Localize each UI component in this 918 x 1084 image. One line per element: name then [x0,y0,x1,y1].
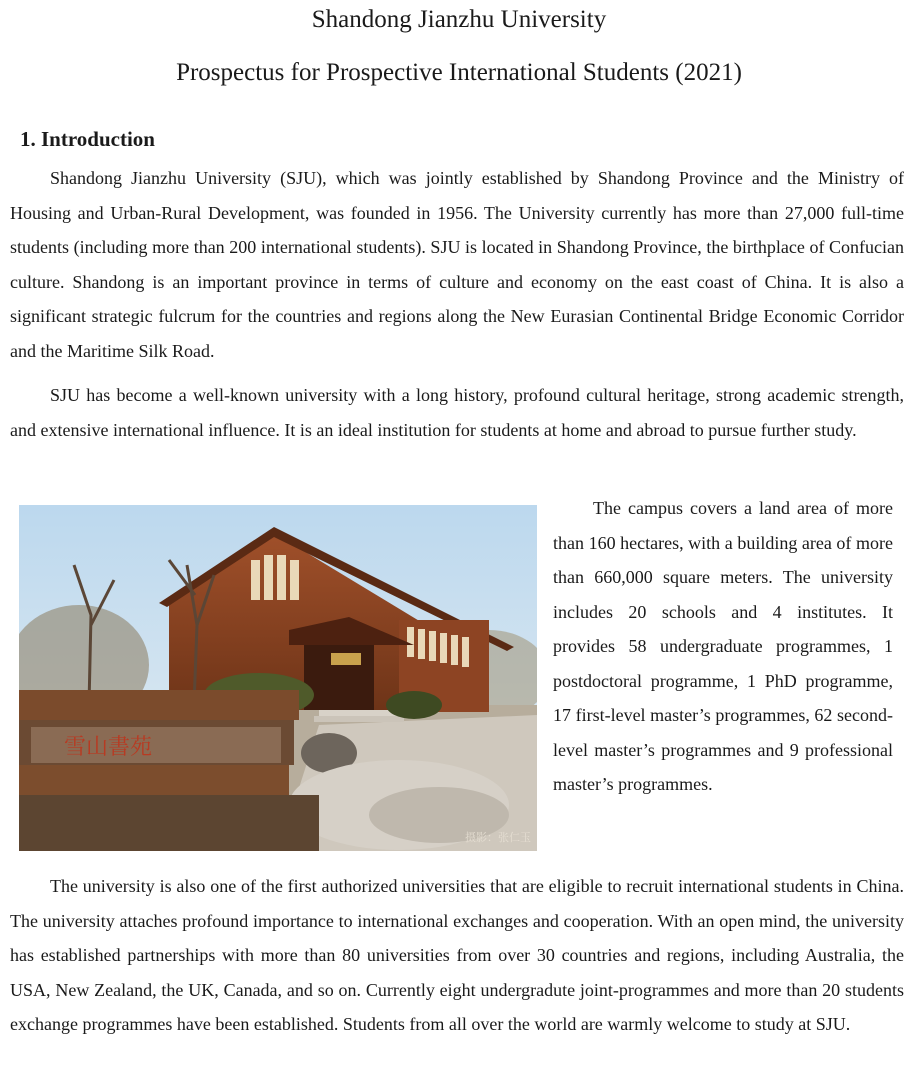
campus-paragraph: The campus covers a land area of more than 160 hectares, with a building area of more than 660,000 square meters. The university includes 20 schools and 4 institutes. It provides 58 undergraduate programmes, 1 postdoctoral programme, 1 PhD programme, 17 first-level master’s programmes, 62 second-level master’s programmes and 9 professional master’s programmes. [553,498,893,794]
intro-paragraph-2: SJU has become a well-known university with a long history, profound cultural heritage, strong academic strength, and extensive international influence. It is an ideal institution for students at home and abroad to pursue further study. [10,385,904,440]
section-heading: 1. Introduction [20,127,155,151]
photo-credit: 摄影：张仁玉 [465,831,531,844]
document-subtitle: Prospectus for Prospective International Students (2021) [176,59,742,86]
document-title: Shandong Jianzhu University [311,6,607,33]
intro-paragraph-1: Shandong Jianzhu University (SJU), which was jointly established by Shandong Province and the Ministry of Housing and Urban-Rural Development, was founded in 1956. The University currently has more than 27,000 full-time students (including more than 200 international students). SJU is located in Shandong Province, the birthplace of Confucian culture. Shandong is an important province in terms of culture and economy on the east coast of China. It is also a significant strategic fulcrum for the countries and regions along the New Eurasian Continental Bridge Economic Corridor and the Maritime Silk Road. [10,168,904,361]
stone-inscription: 雪山書苑 [64,735,153,760]
campus-photo [19,505,537,851]
international-paragraph: The university is also one of the first authorized universities that are eligible to recruit international students in China. The university attaches profound importance to international exchanges and cooperation. With an open mind, the university has established partnerships with more than 80 universities from over 30 countries and regions, including Australia, the USA, New Zealand, the UK, Canada, and so on. Currently eight undergradute joint-programmes and more than 20 students exchange programmes have been established. Students from all over the world are warmly welcome to study at SJU. [10,876,904,1034]
